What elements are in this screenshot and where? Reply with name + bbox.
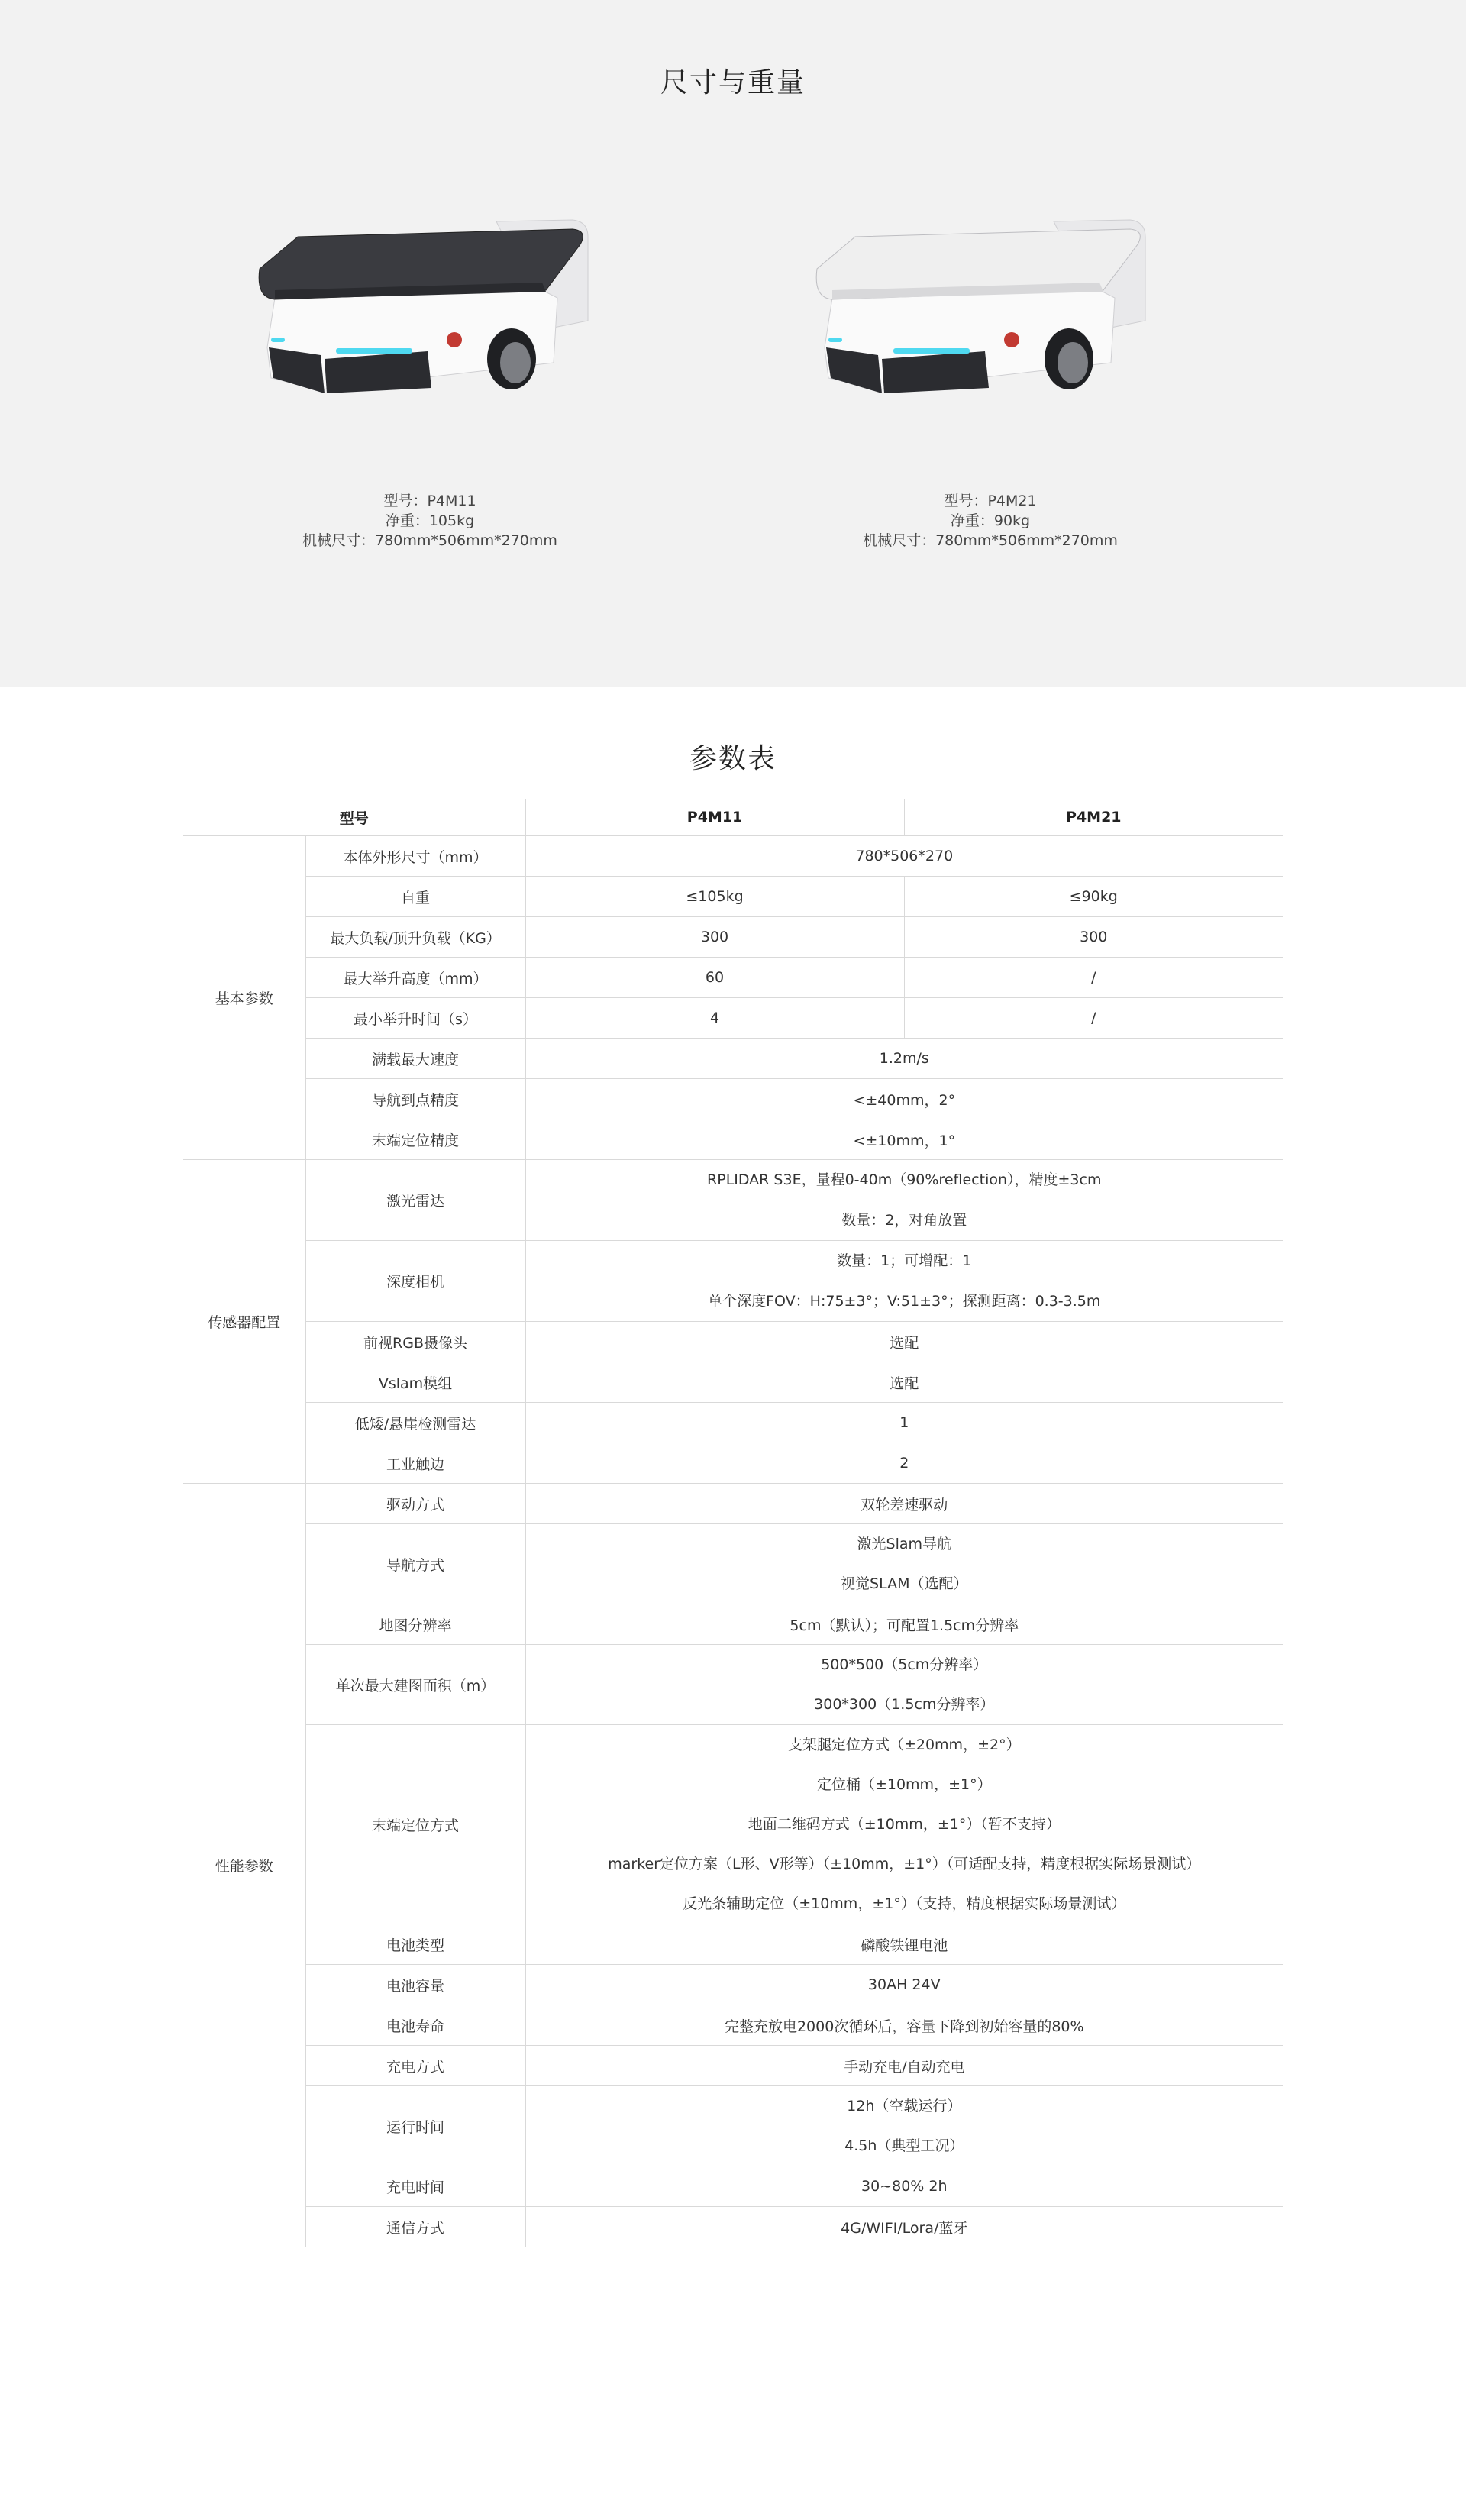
row-value: 4G/WIFI/Lora/蓝牙 — [525, 2207, 1283, 2247]
row-label: 工业触边 — [305, 1443, 525, 1484]
row-label: 充电方式 — [305, 2046, 525, 2086]
group-basic: 基本参数 — [183, 836, 305, 1160]
row-value — [525, 1241, 1283, 1322]
dimensions-section — [0, 0, 1466, 687]
row-label: 前视RGB摄像头 — [305, 1322, 525, 1362]
value-line: 500*500（5cm分辨率） — [821, 1656, 988, 1673]
table-row — [183, 1965, 1283, 2005]
row-label: 充电时间 — [305, 2166, 525, 2207]
spec-weight: 净重：105kg — [385, 512, 475, 529]
spec-p4m11 — [239, 491, 621, 551]
group-sensor: 传感器配置 — [183, 1160, 305, 1484]
value-line: 数量：2，对角放置 — [526, 1200, 1284, 1240]
table-row — [183, 1160, 1283, 1241]
row-label: 地图分辨率 — [305, 1604, 525, 1645]
value-line: 4.5h（典型工况） — [844, 2137, 964, 2154]
table-row — [183, 1241, 1283, 1322]
table-row — [183, 958, 1283, 998]
row-label: 低矮/悬崖检测雷达 — [305, 1403, 525, 1443]
row-label: 深度相机 — [305, 1241, 525, 1322]
table-row — [183, 1725, 1283, 1924]
row-value: 磷酸铁锂电池 — [525, 1924, 1283, 1965]
row-value: 30~80% 2h — [525, 2166, 1283, 2207]
value-line: 支架腿定位方式（±20mm，±2°） — [787, 1737, 1021, 1753]
row-label: 激光雷达 — [305, 1160, 525, 1241]
table-row — [183, 2086, 1283, 2166]
row-label: 满载最大速度 — [305, 1039, 525, 1079]
row-label: 单次最大建图面积（m） — [305, 1645, 525, 1725]
table-row — [183, 1119, 1283, 1160]
row-value: 双轮差速驱动 — [525, 1484, 1283, 1524]
row-value-p4m21: / — [904, 958, 1283, 998]
row-label: 驱动方式 — [305, 1484, 525, 1524]
row-value: 30AH 24V — [525, 1965, 1283, 2005]
table-row — [183, 877, 1283, 917]
value-line: 反光条辅助定位（±10mm，±1°）（支持，精度根据实际场景测试） — [683, 1895, 1126, 1912]
value-line: 300*300（1.5cm分辨率） — [814, 1696, 995, 1713]
table-row — [183, 998, 1283, 1039]
table-row — [183, 2207, 1283, 2247]
table-row — [183, 1924, 1283, 1965]
row-label: 自重 — [305, 877, 525, 917]
row-value: 780*506*270 — [525, 836, 1283, 877]
value-line: RPLIDAR S3E，量程0-40m（90%reflection），精度±3cm — [707, 1171, 1102, 1188]
table-row — [183, 1443, 1283, 1484]
spec-model: 型号：P4M11 — [383, 493, 476, 509]
row-value-p4m21: 300 — [904, 917, 1283, 958]
row-value — [525, 2086, 1283, 2166]
value-line: marker定位方案（L形、V形等）（±10mm，±1°）（可适配支持，精度根据实际场景测试） — [608, 1856, 1201, 1872]
value-line: 12h（空载运行） — [847, 2098, 962, 2115]
table-row — [183, 2005, 1283, 2046]
value-line: 数量：1；可增配：1 — [837, 1252, 972, 1269]
row-label: 电池容量 — [305, 1965, 525, 2005]
row-label: 末端定位精度 — [305, 1119, 525, 1160]
table-row — [183, 2166, 1283, 2207]
table-row — [183, 1039, 1283, 1079]
table-row — [183, 1322, 1283, 1362]
table-row — [183, 1403, 1283, 1443]
table-row — [183, 1079, 1283, 1119]
row-label: 电池寿命 — [305, 2005, 525, 2046]
row-value: 1.2m/s — [525, 1039, 1283, 1079]
row-value-p4m11: 60 — [525, 958, 904, 998]
row-value: 手动充电/自动充电 — [525, 2046, 1283, 2086]
row-value: 选配 — [525, 1322, 1283, 1362]
row-value — [525, 1645, 1283, 1725]
section-title: 尺寸与重量 — [660, 67, 806, 99]
spec-weight: 净重：90kg — [950, 512, 1031, 529]
robot-image-p4m21 — [809, 206, 1206, 420]
params-title: 参数表 — [689, 743, 777, 774]
row-value — [525, 1725, 1283, 1924]
row-label: 运行时间 — [305, 2086, 525, 2166]
header-p4m21: P4M21 — [904, 799, 1283, 836]
row-value-p4m11: ≤105kg — [525, 877, 904, 917]
table-row — [183, 836, 1283, 877]
row-value-p4m21: / — [904, 998, 1283, 1039]
spec-size: 机械尺寸：780mm*506mm*270mm — [302, 532, 557, 549]
row-label: 最小举升时间（s） — [305, 998, 525, 1039]
row-value: 2 — [525, 1443, 1283, 1484]
table-row — [183, 1645, 1283, 1725]
row-value: <±40mm，2° — [525, 1079, 1283, 1119]
row-label: 导航到点精度 — [305, 1079, 525, 1119]
row-label: Vslam模组 — [305, 1362, 525, 1403]
value-line: 地面二维码方式（±10mm，±1°）（暂不支持） — [748, 1816, 1061, 1833]
row-value: <±10mm，1° — [525, 1119, 1283, 1160]
table-row — [183, 917, 1283, 958]
params-table — [183, 799, 1283, 2247]
table-row — [183, 1524, 1283, 1604]
row-label: 导航方式 — [305, 1524, 525, 1604]
header-model: 型号 — [183, 799, 525, 836]
table-row — [183, 1362, 1283, 1403]
table-row — [183, 2046, 1283, 2086]
value-line: 激光Slam导航 — [857, 1536, 952, 1552]
group-perf: 性能参数 — [183, 1484, 305, 2247]
value-line: 视觉SLAM（选配） — [841, 1575, 968, 1592]
row-value-p4m11: 300 — [525, 917, 904, 958]
row-value-p4m21: ≤90kg — [904, 877, 1283, 917]
table-row — [183, 1484, 1283, 1524]
row-value: 1 — [525, 1403, 1283, 1443]
value-line: 单个深度FOV：H:75±3°；V:51±3°；探测距离：0.3-3.5m — [526, 1281, 1284, 1321]
row-label: 电池类型 — [305, 1924, 525, 1965]
value-line: 定位桶（±10mm，±1°） — [816, 1776, 992, 1793]
row-label: 通信方式 — [305, 2207, 525, 2247]
spec-model: 型号：P4M21 — [944, 493, 1037, 509]
row-label: 本体外形尺寸（mm） — [305, 836, 525, 877]
header-p4m11: P4M11 — [525, 799, 904, 836]
spec-size: 机械尺寸：780mm*506mm*270mm — [863, 532, 1118, 549]
row-value — [525, 1524, 1283, 1604]
robot-image-p4m11 — [252, 206, 649, 420]
row-value: 完整充放电2000次循环后，容量下降到初始容量的80% — [525, 2005, 1283, 2046]
row-value: 5cm（默认）；可配置1.5cm分辨率 — [525, 1604, 1283, 1645]
spec-p4m21 — [799, 491, 1181, 551]
table-row — [183, 1604, 1283, 1645]
row-label: 末端定位方式 — [305, 1725, 525, 1924]
table-header-row — [183, 799, 1283, 836]
row-label: 最大负载/顶升负载（KG） — [305, 917, 525, 958]
row-value: 选配 — [525, 1362, 1283, 1403]
row-label: 最大举升高度（mm） — [305, 958, 525, 998]
row-value-p4m11: 4 — [525, 998, 904, 1039]
row-value — [525, 1160, 1283, 1241]
